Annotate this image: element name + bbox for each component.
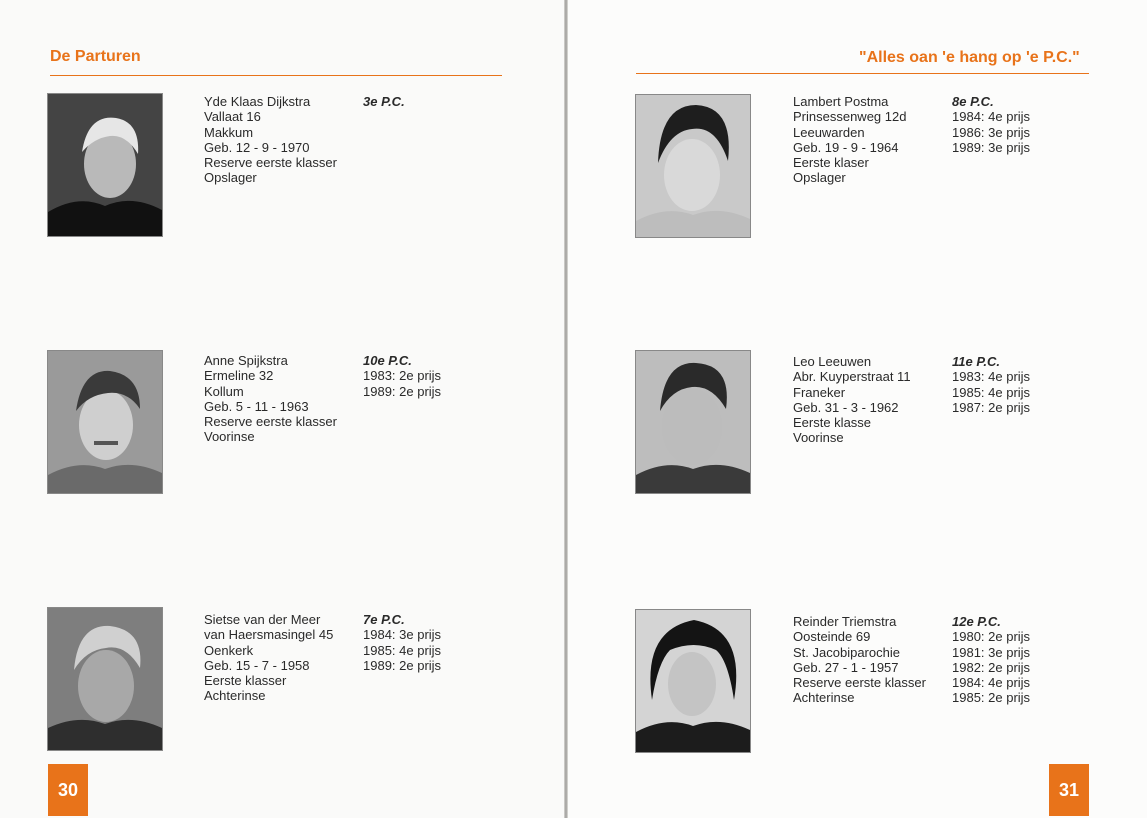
position-line: Opslager xyxy=(204,170,257,186)
prize-line: 1989: 2e prijs xyxy=(363,657,442,673)
prize-line: 1980: 2e prijs xyxy=(952,629,1031,645)
entry-details xyxy=(793,354,911,446)
birthdate-line: Geb. 12 - 9 - 1970 xyxy=(204,139,310,155)
class-line: Eerste klasser xyxy=(204,673,287,689)
person-name: Leo Leeuwen xyxy=(793,354,872,369)
address-line: Abr. Kuyperstraat 11 xyxy=(793,369,911,385)
person-name: Reinder Triemstra xyxy=(793,614,897,629)
address-line: Ermeline 32 xyxy=(204,368,274,384)
pc-rank: 12e P.C. xyxy=(952,614,1001,629)
pc-rank: 7e P.C. xyxy=(363,612,405,627)
city-line: Leeuwarden xyxy=(793,124,865,140)
prize-line: 1981: 3e prijs xyxy=(952,644,1031,660)
portrait-photo xyxy=(635,94,751,238)
left-header-rule xyxy=(50,75,502,76)
rank-column xyxy=(363,612,441,673)
prize-line: 1984: 3e prijs xyxy=(363,627,442,643)
address-line: Oosteinde 69 xyxy=(793,629,871,645)
position-line: Opslager xyxy=(793,170,846,186)
right-page-header: "Alles oan 'e hang op 'e P.C." xyxy=(859,49,1080,66)
portrait-photo xyxy=(635,609,751,753)
entry-details xyxy=(204,353,337,445)
rank-column xyxy=(952,94,1030,155)
prize-line: 1983: 4e prijs xyxy=(952,369,1031,385)
city-line: Oenkerk xyxy=(204,642,254,658)
prize-line: 1983: 2e prijs xyxy=(363,368,442,384)
birthdate-line: Geb. 5 - 11 - 1963 xyxy=(204,398,309,414)
pc-rank: 3e P.C. xyxy=(363,94,405,109)
person-name: Lambert Postma xyxy=(793,94,889,109)
prize-line: 1989: 2e prijs xyxy=(363,383,442,399)
portrait-photo xyxy=(635,350,751,494)
class-line: Reserve eerste klasser xyxy=(204,414,337,430)
rank-column xyxy=(952,614,1030,706)
page-number-left: 30 xyxy=(48,764,88,816)
city-line: Kollum xyxy=(204,383,244,399)
pc-rank: 11e P.C. xyxy=(952,354,1000,369)
entry-details xyxy=(793,614,926,706)
address-line: Vallaat 16 xyxy=(204,109,261,125)
person-name: Yde Klaas Dijkstra xyxy=(204,94,311,109)
portrait-photo xyxy=(47,350,163,494)
portrait-photo xyxy=(47,607,163,751)
right-header-rule xyxy=(636,73,1089,74)
pc-rank: 8e P.C. xyxy=(952,94,994,109)
entry-details xyxy=(204,612,333,704)
position-line: Voorinse xyxy=(204,429,255,445)
rank-column xyxy=(952,354,1030,415)
rank-column xyxy=(363,94,405,109)
entry-details xyxy=(204,94,337,186)
prize-line: 1985: 4e prijs xyxy=(952,384,1031,400)
prize-line: 1985: 4e prijs xyxy=(363,642,442,658)
person-name: Sietse van der Meer xyxy=(204,612,321,627)
class-line: Eerste klasse xyxy=(793,415,872,431)
birthdate-line: Geb. 27 - 1 - 1957 xyxy=(793,659,899,675)
prize-line: 1982: 2e prijs xyxy=(952,659,1031,675)
address-line: Prinsessenweg 12d xyxy=(793,109,907,125)
rank-column xyxy=(363,353,441,399)
prize-line: 1987: 2e prijs xyxy=(952,399,1031,415)
prize-line: 1989: 3e prijs xyxy=(952,139,1031,155)
address-line: van Haersmasingel 45 xyxy=(204,627,334,643)
city-line: Franeker xyxy=(793,384,846,400)
book-spine xyxy=(564,0,568,818)
class-line: Reserve eerste klasser xyxy=(793,675,926,691)
prize-line: 1984: 4e prijs xyxy=(952,109,1031,125)
page-number-right: 31 xyxy=(1049,764,1089,816)
birthdate-line: Geb. 19 - 9 - 1964 xyxy=(793,139,899,155)
portrait-photo xyxy=(47,93,163,237)
position-line: Voorinse xyxy=(793,430,844,446)
prize-line: 1984: 4e prijs xyxy=(952,675,1031,691)
city-line: St. Jacobiparochie xyxy=(793,644,900,660)
birthdate-line: Geb. 31 - 3 - 1962 xyxy=(793,399,899,415)
position-line: Achterinse xyxy=(204,688,266,704)
person-name: Anne Spijkstra xyxy=(204,353,288,368)
city-line: Makkum xyxy=(204,124,254,140)
birthdate-line: Geb. 15 - 7 - 1958 xyxy=(204,657,310,673)
position-line: Achterinse xyxy=(793,690,855,706)
prize-line: 1986: 3e prijs xyxy=(952,124,1031,140)
prize-line: 1985: 2e prijs xyxy=(952,690,1031,706)
class-line: Reserve eerste klasser xyxy=(204,155,337,171)
class-line: Eerste klaser xyxy=(793,155,869,171)
entry-details xyxy=(793,94,906,186)
pc-rank: 10e P.C. xyxy=(363,353,412,368)
left-page-header: De Parturen xyxy=(50,48,141,65)
